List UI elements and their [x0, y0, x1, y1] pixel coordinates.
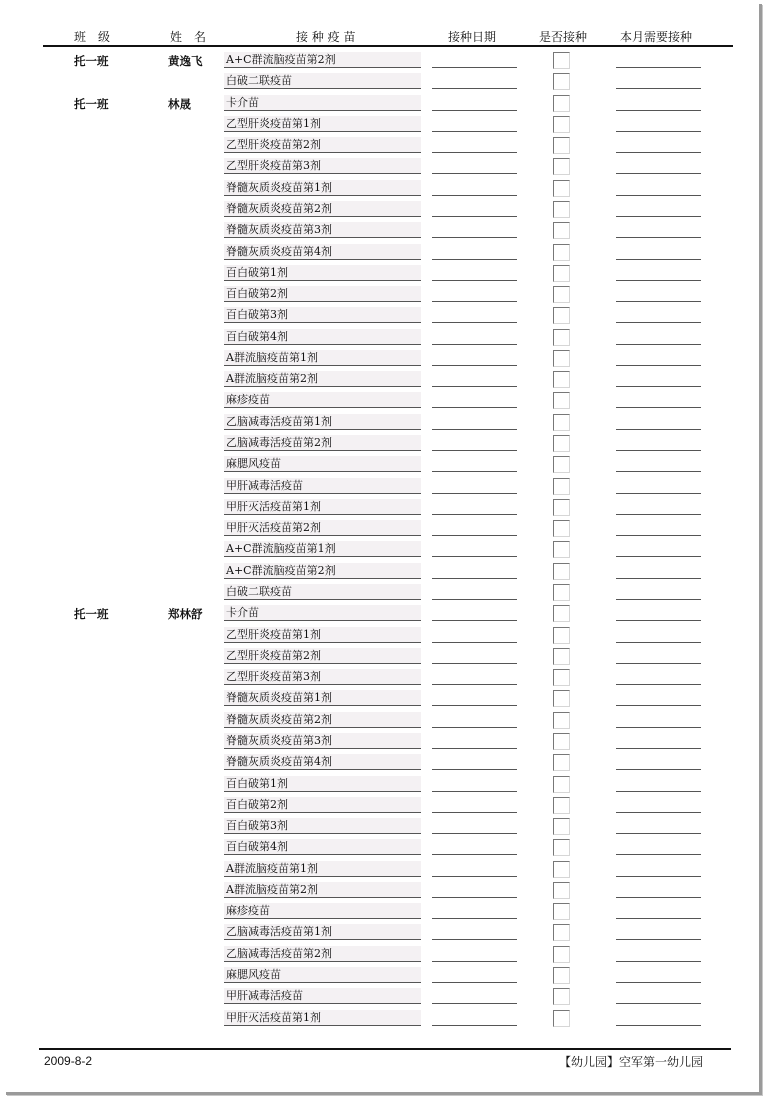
vaccine-cell: A群流脑疫苗第1剂 [224, 861, 421, 877]
date-field[interactable] [432, 456, 517, 472]
vaccinated-checkbox[interactable] [553, 924, 570, 941]
vaccine-cell: 甲肝灭活疫苗第1剂 [224, 1010, 421, 1026]
date-field[interactable] [432, 839, 517, 855]
needed-this-month-field[interactable] [616, 669, 701, 685]
needed-this-month-field[interactable] [616, 158, 701, 174]
vaccine-cell: 麻腮风疫苗 [224, 456, 421, 472]
footer-date: 2009-8-2 [44, 1054, 93, 1068]
vaccine-cell: 脊髓灰质炎疫苗第4剂 [224, 754, 421, 770]
report-page [6, 4, 762, 1095]
needed-this-month-field[interactable] [616, 648, 701, 664]
student-name-cell: 郑林舒 [168, 607, 203, 622]
table-row [6, 837, 759, 858]
table-row [6, 412, 759, 433]
vaccine-cell: 百白破第4剂 [224, 329, 421, 345]
needed-this-month-field[interactable] [616, 180, 701, 196]
needed-this-month-field[interactable] [616, 478, 701, 494]
vaccine-cell: 脊髓灰质炎疫苗第2剂 [224, 712, 421, 728]
vaccinated-checkbox[interactable] [553, 1010, 570, 1027]
vaccinated-checkbox[interactable] [553, 499, 570, 516]
vaccinated-checkbox[interactable] [553, 414, 570, 431]
vaccinated-checkbox[interactable] [553, 392, 570, 409]
needed-this-month-field[interactable] [616, 861, 701, 877]
table-row [6, 518, 759, 539]
needed-this-month-field[interactable] [616, 882, 701, 898]
student-name-cell: 林晟 [168, 96, 191, 111]
table-row [6, 731, 759, 752]
needed-this-month-field[interactable] [616, 371, 701, 387]
vaccinated-checkbox[interactable] [553, 73, 570, 90]
date-field[interactable] [432, 584, 517, 600]
vaccine-cell: A+C群流脑疫苗第2剂 [224, 52, 421, 68]
vaccine-cell: 麻疹疫苗 [224, 903, 421, 919]
table-row [6, 688, 759, 709]
vaccinated-checkbox[interactable] [553, 371, 570, 388]
table-row [6, 242, 759, 263]
table-row [6, 539, 759, 560]
vaccinated-checkbox[interactable] [553, 627, 570, 644]
class-cell: 托一班 [74, 607, 109, 622]
table-row [6, 752, 759, 773]
date-field[interactable] [432, 541, 517, 557]
date-field[interactable] [432, 1010, 517, 1026]
date-field[interactable] [432, 712, 517, 728]
table-row [6, 284, 759, 305]
table-row [6, 1008, 759, 1029]
vaccinated-checkbox[interactable] [553, 733, 570, 750]
vaccine-cell: 麻腮风疫苗 [224, 967, 421, 983]
table-row [6, 859, 759, 880]
needed-this-month-field[interactable] [616, 329, 701, 345]
date-field[interactable] [432, 371, 517, 387]
date-field[interactable] [432, 137, 517, 153]
vaccine-cell: 乙脑减毒活疫苗第1剂 [224, 414, 421, 430]
date-field[interactable] [432, 499, 517, 515]
vaccine-cell: 麻疹疫苗 [224, 392, 421, 408]
vaccinated-checkbox[interactable] [553, 307, 570, 324]
vaccinated-checkbox[interactable] [553, 329, 570, 346]
needed-this-month-field[interactable] [616, 350, 701, 366]
needed-this-month-field[interactable] [616, 286, 701, 302]
table-row [6, 114, 759, 135]
vaccinated-checkbox[interactable] [553, 222, 570, 239]
vaccinated-checkbox[interactable] [553, 52, 570, 69]
vaccine-cell: 脊髓灰质炎疫苗第4剂 [224, 244, 421, 260]
table-row [6, 305, 759, 326]
needed-this-month-field[interactable] [616, 435, 701, 451]
vaccine-cell: 甲肝减毒活疫苗 [224, 988, 421, 1004]
vaccine-cell: A+C群流脑疫苗第2剂 [224, 563, 421, 579]
date-field[interactable] [432, 158, 517, 174]
vaccinated-checkbox[interactable] [553, 435, 570, 452]
vaccinated-checkbox[interactable] [553, 265, 570, 282]
needed-this-month-field[interactable] [616, 754, 701, 770]
needed-this-month-field[interactable] [616, 392, 701, 408]
vaccine-cell: 甲肝减毒活疫苗 [224, 478, 421, 494]
needed-this-month-field[interactable] [616, 776, 701, 792]
date-field[interactable] [432, 265, 517, 281]
date-field[interactable] [432, 478, 517, 494]
vaccine-cell: 乙型肝炎疫苗第2剂 [224, 137, 421, 153]
vaccinated-checkbox[interactable] [553, 967, 570, 984]
table-row [6, 390, 759, 411]
needed-this-month-field[interactable] [616, 797, 701, 813]
table-row [6, 156, 759, 177]
vaccinated-checkbox[interactable] [553, 584, 570, 601]
needed-this-month-field[interactable] [616, 499, 701, 515]
table-row [6, 476, 759, 497]
vaccinated-checkbox[interactable] [553, 541, 570, 558]
table-row [6, 795, 759, 816]
header-class: 班 级 [74, 30, 111, 44]
vaccinated-checkbox[interactable] [553, 882, 570, 899]
vaccine-cell: 乙脑减毒活疫苗第2剂 [224, 435, 421, 451]
vaccine-cell: 百白破第2剂 [224, 797, 421, 813]
header-date: 接种日期 [448, 30, 497, 44]
needed-this-month-field[interactable] [616, 584, 701, 600]
table-row [6, 50, 759, 71]
vaccinated-checkbox[interactable] [553, 116, 570, 133]
vaccinated-checkbox[interactable] [553, 776, 570, 793]
vaccine-cell: 脊髓灰质炎疫苗第2剂 [224, 201, 421, 217]
date-field[interactable] [432, 329, 517, 345]
needed-this-month-field[interactable] [616, 924, 701, 940]
needed-this-month-field[interactable] [616, 52, 701, 68]
header-rule [43, 45, 733, 47]
table-row [6, 667, 759, 688]
table-row [6, 922, 759, 943]
table-row [6, 433, 759, 454]
vaccine-cell: 乙脑减毒活疫苗第2剂 [224, 946, 421, 962]
table-row [6, 880, 759, 901]
date-field[interactable] [432, 180, 517, 196]
needed-this-month-field[interactable] [616, 818, 701, 834]
date-field[interactable] [432, 903, 517, 919]
vaccine-cell: 乙型肝炎疫苗第3剂 [224, 669, 421, 685]
date-field[interactable] [432, 73, 517, 89]
needed-this-month-field[interactable] [616, 839, 701, 855]
table-row [6, 178, 759, 199]
vaccine-cell: 百白破第1剂 [224, 265, 421, 281]
header-needed: 本月需要接种 [620, 30, 693, 44]
vaccinated-checkbox[interactable] [553, 158, 570, 175]
table-row [6, 944, 759, 965]
table-row [6, 93, 759, 114]
vaccine-cell: 白破二联疫苗 [224, 584, 421, 600]
table-row [6, 454, 759, 475]
vaccine-cell: 脊髓灰质炎疫苗第3剂 [224, 733, 421, 749]
date-field[interactable] [432, 222, 517, 238]
vaccine-cell: 脊髓灰质炎疫苗第1剂 [224, 690, 421, 706]
vaccinated-checkbox[interactable] [553, 669, 570, 686]
vaccinated-checkbox[interactable] [553, 648, 570, 665]
date-field[interactable] [432, 414, 517, 430]
date-field[interactable] [432, 307, 517, 323]
needed-this-month-field[interactable] [616, 73, 701, 89]
date-field[interactable] [432, 946, 517, 962]
table-row [6, 369, 759, 390]
vaccinated-checkbox[interactable] [553, 180, 570, 197]
date-field[interactable] [432, 882, 517, 898]
vaccinated-checkbox[interactable] [553, 861, 570, 878]
vaccinated-checkbox[interactable] [553, 903, 570, 920]
vaccinated-checkbox[interactable] [553, 286, 570, 303]
needed-this-month-field[interactable] [616, 541, 701, 557]
vaccine-cell: 脊髓灰质炎疫苗第1剂 [224, 180, 421, 196]
date-field[interactable] [432, 116, 517, 132]
needed-this-month-field[interactable] [616, 1010, 701, 1026]
vaccinated-checkbox[interactable] [553, 95, 570, 112]
vaccine-cell: 乙型肝炎疫苗第1剂 [224, 116, 421, 132]
table-row [6, 965, 759, 986]
table-row [6, 625, 759, 646]
class-cell: 托一班 [74, 96, 109, 111]
student-name-cell: 黄逸飞 [168, 54, 203, 68]
date-field[interactable] [432, 648, 517, 664]
vaccine-cell: A群流脑疫苗第2剂 [224, 371, 421, 387]
needed-this-month-field[interactable] [616, 116, 701, 132]
table-row [6, 901, 759, 922]
date-field[interactable] [432, 201, 517, 217]
needed-this-month-field[interactable] [616, 456, 701, 472]
vaccine-cell: 乙型肝炎疫苗第3剂 [224, 158, 421, 174]
needed-this-month-field[interactable] [616, 733, 701, 749]
needed-this-month-field[interactable] [616, 967, 701, 983]
needed-this-month-field[interactable] [616, 563, 701, 579]
vaccine-cell: 卡介苗 [224, 95, 421, 111]
vaccine-cell: 乙型肝炎疫苗第2剂 [224, 648, 421, 664]
table-row [6, 603, 759, 624]
vaccine-cell: 百白破第3剂 [224, 307, 421, 323]
date-field[interactable] [432, 818, 517, 834]
vaccinated-checkbox[interactable] [553, 797, 570, 814]
needed-this-month-field[interactable] [616, 265, 701, 281]
vaccinated-checkbox[interactable] [553, 244, 570, 261]
needed-this-month-field[interactable] [616, 903, 701, 919]
vaccinated-checkbox[interactable] [553, 754, 570, 771]
date-field[interactable] [432, 776, 517, 792]
date-field[interactable] [432, 95, 517, 111]
date-field[interactable] [432, 690, 517, 706]
vaccine-cell: A+C群流脑疫苗第1剂 [224, 541, 421, 557]
needed-this-month-field[interactable] [616, 988, 701, 1004]
needed-this-month-field[interactable] [616, 95, 701, 111]
header-name: 姓 名 [170, 30, 207, 44]
vaccine-cell: 白破二联疫苗 [224, 73, 421, 89]
date-field[interactable] [432, 669, 517, 685]
vaccine-cell: 卡介苗 [224, 605, 421, 621]
vaccinated-checkbox[interactable] [553, 946, 570, 963]
date-field[interactable] [432, 392, 517, 408]
table-row [6, 774, 759, 795]
needed-this-month-field[interactable] [616, 605, 701, 621]
header-done: 是否接种 [539, 30, 588, 44]
date-field[interactable] [432, 861, 517, 877]
vaccine-cell: 乙型肝炎疫苗第1剂 [224, 627, 421, 643]
vaccinated-checkbox[interactable] [553, 605, 570, 622]
date-field[interactable] [432, 563, 517, 579]
date-field[interactable] [432, 605, 517, 621]
needed-this-month-field[interactable] [616, 307, 701, 323]
date-field[interactable] [432, 967, 517, 983]
vaccine-cell: 百白破第3剂 [224, 818, 421, 834]
vaccinated-checkbox[interactable] [553, 201, 570, 218]
needed-this-month-field[interactable] [616, 244, 701, 260]
table-row [6, 582, 759, 603]
footer-organization: 【幼儿园】空军第一幼儿园 [558, 1055, 703, 1069]
vaccinated-checkbox[interactable] [553, 478, 570, 495]
needed-this-month-field[interactable] [616, 520, 701, 536]
vaccine-cell: 百白破第4剂 [224, 839, 421, 855]
vaccine-cell: A群流脑疫苗第2剂 [224, 882, 421, 898]
vaccinated-checkbox[interactable] [553, 456, 570, 473]
class-cell: 托一班 [74, 54, 109, 68]
vaccine-cell: 甲肝灭活疫苗第1剂 [224, 499, 421, 515]
table-row [6, 816, 759, 837]
date-field[interactable] [432, 435, 517, 451]
vaccine-cell: 乙脑减毒活疫苗第1剂 [224, 924, 421, 940]
table-row [6, 71, 759, 92]
table-row [6, 199, 759, 220]
header-vaccine: 接 种 疫 苗 [296, 30, 356, 44]
date-field[interactable] [432, 924, 517, 940]
date-field[interactable] [432, 988, 517, 1004]
date-field[interactable] [432, 52, 517, 68]
needed-this-month-field[interactable] [616, 137, 701, 153]
vaccinated-checkbox[interactable] [553, 690, 570, 707]
footer-rule [39, 1048, 731, 1050]
table-row [6, 497, 759, 518]
table-row [6, 327, 759, 348]
vaccine-cell: 百白破第2剂 [224, 286, 421, 302]
vaccinated-checkbox[interactable] [553, 988, 570, 1005]
date-field[interactable] [432, 286, 517, 302]
needed-this-month-field[interactable] [616, 222, 701, 238]
vaccine-cell: 脊髓灰质炎疫苗第3剂 [224, 222, 421, 238]
date-field[interactable] [432, 627, 517, 643]
vaccinated-checkbox[interactable] [553, 350, 570, 367]
vaccinated-checkbox[interactable] [553, 520, 570, 537]
date-field[interactable] [432, 520, 517, 536]
needed-this-month-field[interactable] [616, 690, 701, 706]
date-field[interactable] [432, 350, 517, 366]
vaccinated-checkbox[interactable] [553, 137, 570, 154]
date-field[interactable] [432, 754, 517, 770]
table-row [6, 348, 759, 369]
needed-this-month-field[interactable] [616, 946, 701, 962]
table-row [6, 220, 759, 241]
vaccine-cell: 百白破第1剂 [224, 776, 421, 792]
date-field[interactable] [432, 797, 517, 813]
needed-this-month-field[interactable] [616, 414, 701, 430]
needed-this-month-field[interactable] [616, 627, 701, 643]
table-row [6, 986, 759, 1007]
date-field[interactable] [432, 244, 517, 260]
vaccinated-checkbox[interactable] [553, 712, 570, 729]
table-row [6, 135, 759, 156]
table-row [6, 561, 759, 582]
table-row [6, 646, 759, 667]
needed-this-month-field[interactable] [616, 712, 701, 728]
needed-this-month-field[interactable] [616, 201, 701, 217]
vaccinated-checkbox[interactable] [553, 839, 570, 856]
table-row [6, 710, 759, 731]
vaccine-cell: 甲肝灭活疫苗第2剂 [224, 520, 421, 536]
vaccine-cell: A群流脑疫苗第1剂 [224, 350, 421, 366]
vaccinated-checkbox[interactable] [553, 818, 570, 835]
table-row [6, 263, 759, 284]
date-field[interactable] [432, 733, 517, 749]
vaccinated-checkbox[interactable] [553, 563, 570, 580]
